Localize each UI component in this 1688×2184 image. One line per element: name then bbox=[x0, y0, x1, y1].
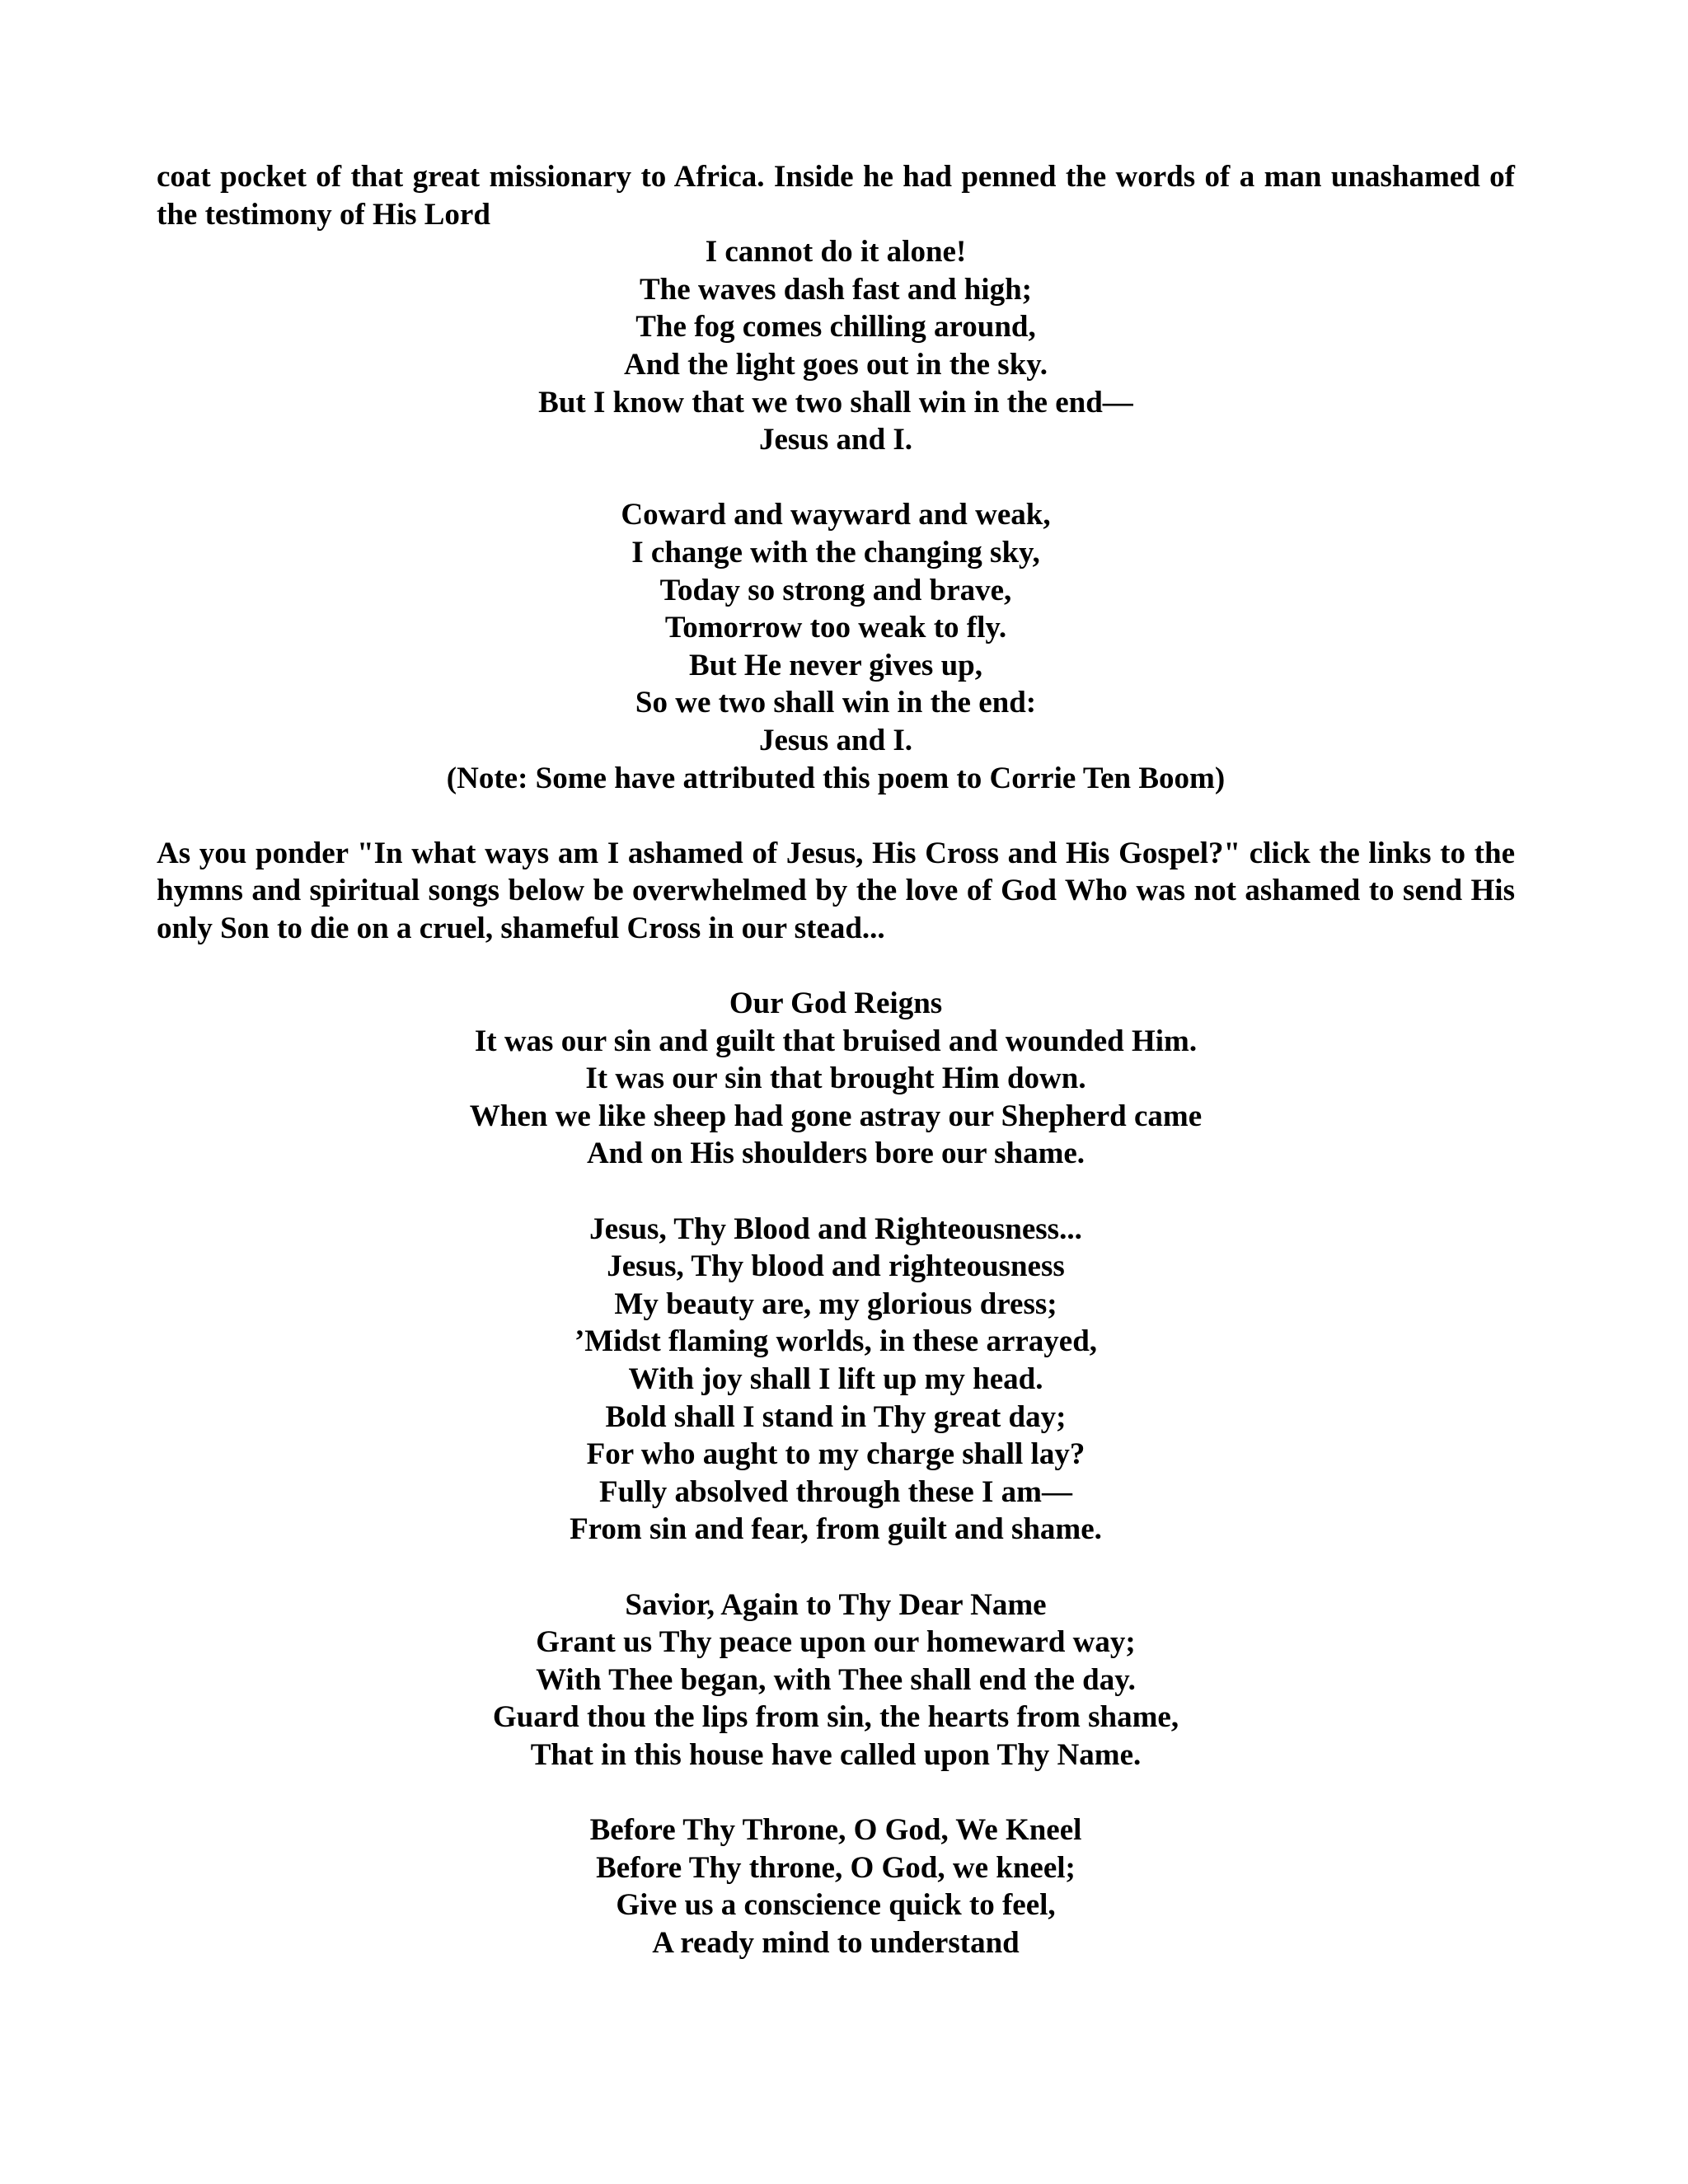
hymn-jesus-thy-blood bbox=[157, 1211, 1515, 1549]
poem-line: But He never gives up, bbox=[689, 648, 982, 682]
hymn-line: A ready mind to understand bbox=[652, 1925, 1020, 1960]
blank-line bbox=[157, 797, 1515, 835]
hymn-line: ’Midst flaming worlds, in these arrayed, bbox=[574, 1324, 1098, 1359]
hymn-line: For who aught to my charge shall lay? bbox=[586, 1437, 1085, 1472]
blank-line bbox=[157, 1173, 1515, 1211]
hymn-our-god-reigns bbox=[157, 985, 1515, 1173]
hymn-line: With joy shall I lift up my head. bbox=[628, 1362, 1043, 1396]
document-page bbox=[157, 158, 1515, 1962]
blank-line bbox=[157, 947, 1515, 985]
hymn-line: That in this house have called upon Thy Name. bbox=[530, 1737, 1142, 1772]
hymn-line: It was our sin that brought Him down. bbox=[585, 1062, 1086, 1096]
poem-line: Jesus and I. bbox=[758, 723, 913, 757]
poem-line: Today so strong and brave, bbox=[659, 573, 1012, 607]
poem-line: Jesus and I. bbox=[758, 423, 913, 457]
hymn-line: Guard thou the lips from sin, the hearts from shame, bbox=[492, 1700, 1179, 1735]
hymn-savior-again bbox=[157, 1586, 1515, 1774]
poem-stanza-2 bbox=[157, 496, 1515, 797]
poem-line: The fog comes chilling around, bbox=[635, 310, 1036, 344]
poem-line: I cannot do it alone! bbox=[705, 235, 967, 269]
poem-line: Tomorrow too weak to fly. bbox=[664, 611, 1007, 645]
poem-line: Coward and wayward and weak, bbox=[621, 498, 1051, 532]
poem-line: But I know that we two shall win in the end— bbox=[538, 385, 1133, 419]
hymn-title-link[interactable]: Our God Reigns bbox=[729, 987, 943, 1021]
intro-paragraph: coat pocket of that great missionary to Africa. Inside he had penned the words of a man unashamed of the testimony of His Lord bbox=[157, 160, 1515, 232]
poem-stanza-1 bbox=[157, 233, 1515, 459]
hymn-line: Grant us Thy peace upon our homeward way; bbox=[536, 1625, 1136, 1660]
poem-attribution-note: (Note: Some have attributed this poem to Corrie Ten Boom) bbox=[446, 761, 1226, 795]
blank-line bbox=[157, 1774, 1515, 1812]
poem-line: So we two shall win in the end: bbox=[635, 686, 1037, 720]
hymn-line: Jesus, Thy blood and righteousness bbox=[607, 1249, 1065, 1284]
hymn-title-link[interactable]: Before Thy Throne, O God, We Kneel bbox=[589, 1813, 1082, 1848]
poem-line: I change with the changing sky, bbox=[631, 535, 1040, 569]
hymn-title-link[interactable]: Jesus, Thy Blood and Righteousness... bbox=[589, 1212, 1082, 1246]
hymn-line: Bold shall I stand in Thy great day; bbox=[605, 1399, 1067, 1434]
hymn-line: And on His shoulders bore our shame. bbox=[586, 1137, 1085, 1171]
blank-line bbox=[157, 1549, 1515, 1586]
ponder-paragraph: As you ponder "In what ways am I ashamed of Jesus, His Cross and His Gospel?" click the links to the hymns and spiritual songs below be overwhelmed by the love of God Who was not ashamed to send His only Son to die on a cruel, shameful Cross in our stead... bbox=[157, 836, 1515, 945]
hymn-line: When we like sheep had gone astray our Shepherd came bbox=[469, 1099, 1203, 1133]
hymn-line: Before Thy throne, O God, we kneel; bbox=[596, 1850, 1076, 1885]
hymn-line: With Thee began, with Thee shall end the day. bbox=[536, 1662, 1136, 1697]
hymn-line: My beauty are, my glorious dress; bbox=[614, 1286, 1057, 1321]
blank-line bbox=[157, 459, 1515, 497]
hymn-line: Give us a conscience quick to feel, bbox=[616, 1888, 1056, 1923]
hymn-line: It was our sin and guilt that bruised and wounded Him. bbox=[474, 1024, 1198, 1058]
poem-line: The waves dash fast and high; bbox=[640, 272, 1032, 307]
hymn-line: From sin and fear, from guilt and shame. bbox=[570, 1512, 1102, 1547]
hymn-before-thy-throne bbox=[157, 1811, 1515, 1961]
poem-line: And the light goes out in the sky. bbox=[624, 347, 1048, 382]
hymn-title-link[interactable]: Savior, Again to Thy Dear Name bbox=[625, 1587, 1047, 1622]
hymn-line: Fully absolved through these I am— bbox=[599, 1474, 1072, 1509]
